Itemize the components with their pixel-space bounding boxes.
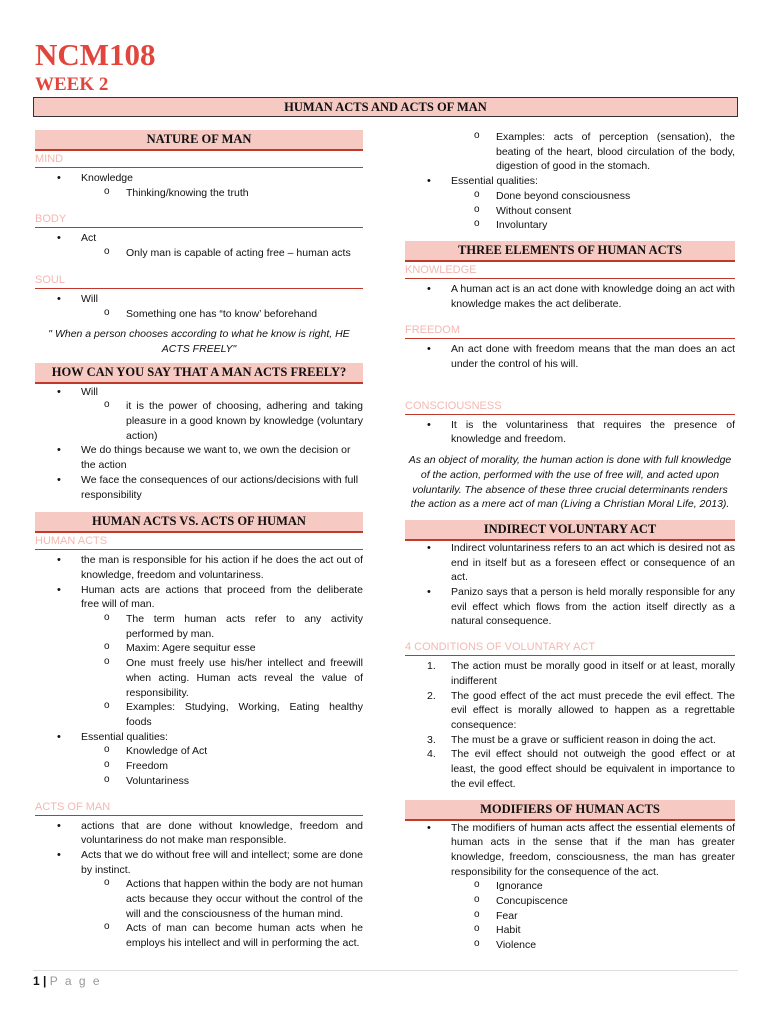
list-item <box>405 689 735 733</box>
morality-quote: As an object of morality, the human action is done with full knowledge of the action, performed with the use of free will, and acted upon voluntarily. The absence of these three crucial determinants renders the action as a mere act of man (Living a Christian Moral Life, 2013). <box>408 454 732 511</box>
human-acts-list <box>35 553 363 788</box>
list-text: The good effect of the act must precede the evil effect. The evil effect is morally allowed to happen as a regrettable consequence: <box>451 689 735 731</box>
list-item: • Act <box>35 231 363 246</box>
section-heading-acts-freely: HOW CAN YOU SAY THAT A MAN ACTS FREELY? <box>35 363 363 384</box>
list-number: 2. <box>427 689 436 702</box>
document-title: NCM108 <box>35 37 156 72</box>
right-column <box>405 124 735 953</box>
list-item <box>405 659 735 688</box>
list-item: o Examples: Studying, Working, Eating healthy foods <box>35 700 363 729</box>
list-item: • Indirect voluntariness refers to an act which is desired not as end in itself but as a foreseen effect or consequence of an act. <box>405 541 735 585</box>
soul-list <box>35 292 363 321</box>
list-number: 1. <box>427 660 436 673</box>
footer-separator: | <box>43 974 47 988</box>
list-item: o Actions that happen within the body are not human acts because they occur without the control of the will and the consciousness of the human mind. <box>35 877 363 921</box>
list-item: • It is the voluntariness that requires the presence of knowledge and freedom. <box>405 418 735 447</box>
indirect-list <box>405 541 735 629</box>
subheading-consciousness: CONSCIOUSNESS <box>405 398 735 415</box>
nature-quote: " When a person chooses according to what he know is right, HE ACTS FREELY" <box>48 328 350 355</box>
list-item: • Acts that we do without free will and intellect; some are done by instinct. <box>35 848 363 877</box>
list-item: o The term human acts refer to any activity performed by man. <box>35 612 363 641</box>
list-item: o Freedom <box>35 759 363 774</box>
list-item: o Examples: acts of perception (sensation), the beating of the heart, blood circulation of the body, digestion of good in the stomach. <box>405 130 735 174</box>
section-heading-nature-of-man: NATURE OF MAN <box>35 130 363 151</box>
mind-list <box>35 171 363 200</box>
list-item: o Something one has “to know’ beforehand <box>35 307 363 322</box>
list-item: o Involuntary <box>405 218 735 233</box>
list-item: • the man is responsible for his action if he does the act out of knowledge, freedom and voluntariness. <box>35 553 363 582</box>
list-item: • actions that are done without knowledge, freedom and voluntariness do not make man responsible. <box>35 819 363 848</box>
acts-of-man-list <box>35 819 363 951</box>
section-heading-human-acts-vs: HUMAN ACTS VS. ACTS OF HUMAN <box>35 512 363 533</box>
list-item: o Violence <box>405 938 735 953</box>
list-item: o Only man is capable of acting free – human acts <box>35 246 363 261</box>
list-item: o Thinking/knowing the truth <box>35 186 363 201</box>
knowledge-list <box>405 282 735 311</box>
subheading-acts-of-man: ACTS OF MAN <box>35 799 363 816</box>
topic-banner: HUMAN ACTS AND ACTS OF MAN <box>33 97 738 117</box>
subheading-mind: MIND <box>35 151 363 168</box>
list-item: • Panizo says that a person is held morally responsible for any evil effect which flows from the action itself directly as a natural consequence. <box>405 585 735 629</box>
freely-list <box>35 385 363 503</box>
consciousness-list <box>405 418 735 447</box>
section-heading-three-elements: THREE ELEMENTS OF HUMAN ACTS <box>405 241 735 262</box>
list-item: • The modifiers of human acts affect the essential elements of human acts in the sense that if the man has greater knowledge, freedom, consciousness, the man has greater responsibility for the consequence of the act. <box>405 821 735 880</box>
subheading-soul: SOUL <box>35 272 363 289</box>
list-item: • Knowledge <box>35 171 363 186</box>
list-item: o it is the power of choosing, adhering and taking pleasure in a good known by knowledge (voluntary action) <box>35 399 363 443</box>
week-label: WEEK 2 <box>35 74 109 95</box>
list-item: o Maxim: Agere sequitur esse <box>35 641 363 656</box>
list-item: o Habit <box>405 923 735 938</box>
subheading-four-conditions: 4 CONDITIONS OF VOLUNTARY ACT <box>405 639 735 656</box>
modifiers-list <box>405 821 735 953</box>
list-item: o Ignorance <box>405 879 735 894</box>
list-item: • Will <box>35 385 363 400</box>
page-footer <box>33 970 738 989</box>
list-item: o Knowledge of Act <box>35 744 363 759</box>
list-text: The action must be morally good in itself or at least, morally indifferent <box>451 660 735 687</box>
freedom-list <box>405 342 735 371</box>
page-word: P a g e <box>49 974 102 988</box>
list-item: o One must freely use his/her intellect and freewill when acting. Human acts reveal the value of responsibility. <box>35 656 363 700</box>
conditions-list <box>405 659 735 791</box>
subheading-body: BODY <box>35 211 363 228</box>
list-item <box>405 733 735 748</box>
list-item: • Essential qualities: <box>35 730 363 745</box>
left-column <box>35 124 363 951</box>
list-item: o Without consent <box>405 204 735 219</box>
list-text: The evil effect should not outweigh the good effect or at least, the good effect should be equivalent in importance to the evil effect. <box>451 748 735 790</box>
list-item: • A human act is an act done with knowledge doing an act with knowledge makes the act deliberate. <box>405 282 735 311</box>
list-item: • An act done with freedom means that the man does an act under the control of his will. <box>405 342 735 371</box>
section-heading-indirect-voluntary: INDIRECT VOLUNTARY ACT <box>405 520 735 541</box>
list-item: o Concupiscence <box>405 894 735 909</box>
list-item: • We do things because we want to, we own the decision or the action <box>35 443 363 472</box>
list-item: o Acts of man can become human acts when he employs his intellect and will in performing the act. <box>35 921 363 950</box>
section-heading-modifiers: MODIFIERS OF HUMAN ACTS <box>405 800 735 821</box>
page-number: 1 <box>33 974 40 988</box>
subheading-freedom: FREEDOM <box>405 322 735 339</box>
subheading-human-acts: HUMAN ACTS <box>35 533 363 550</box>
subheading-knowledge: KNOWLEDGE <box>405 262 735 279</box>
list-item: o Voluntariness <box>35 774 363 789</box>
list-item: • We face the consequences of our actions/decisions with full responsibility <box>35 473 363 502</box>
list-text: The must be a grave or sufficient reason in doing the act. <box>451 733 716 746</box>
list-item: o Done beyond consciousness <box>405 189 735 204</box>
list-item: • Human acts are actions that proceed from the deliberate free will of man. <box>35 583 363 612</box>
list-item: o Fear <box>405 909 735 924</box>
body-list <box>35 231 363 260</box>
list-item: • Essential qualities: <box>405 174 735 189</box>
list-item: • Will <box>35 292 363 307</box>
list-item <box>405 747 735 791</box>
list-number: 3. <box>427 733 436 746</box>
acts-of-man-continued-list <box>405 130 735 233</box>
list-number: 4. <box>427 748 436 761</box>
